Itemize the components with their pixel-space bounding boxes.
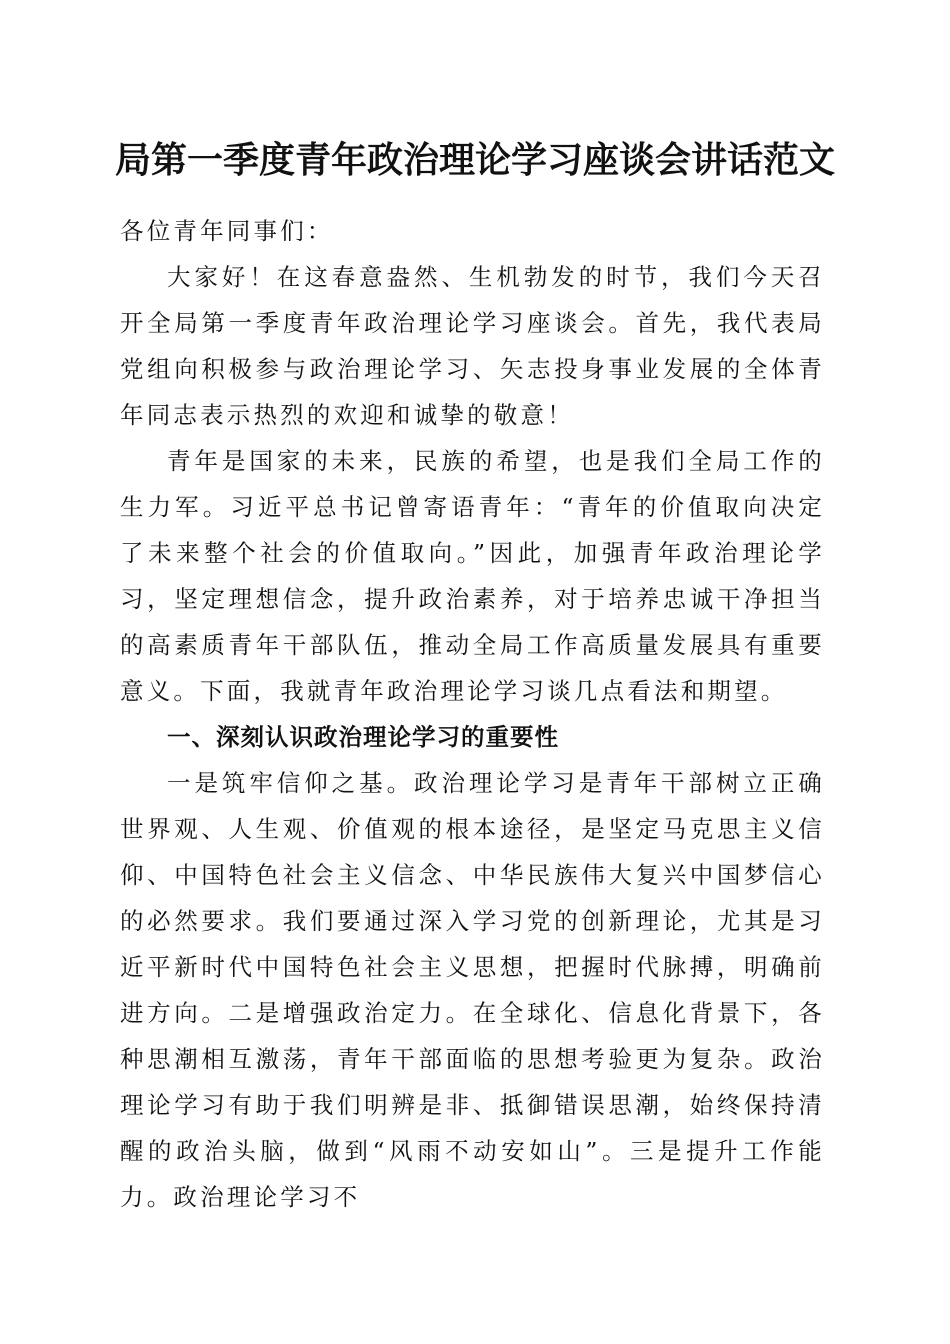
document-title: 局第一季度青年政治理论学习座谈会讲话范文 [114, 139, 835, 181]
paragraph-significance: 青年是国家的未来，民族的希望，也是我们全局工作的生力军。习近平总书记曾寄语青年：“青年的价值取向决定了未来整个社会的价值取向。”因此，加强青年政治理论学习，坚定理想信念，提升政治素养，对于培养忠诚干净担当的高素质青年干部队伍，推动全局工作高质量发展具有重要意义。下面，我就青年政治理论学习谈几点看法和期望。 [120, 447, 825, 705]
document-body [120, 208, 825, 1220]
paragraph-section-one: 一是筑牢信仰之基。政治理论学习是青年干部树立正确世界观、人生观、价值观的根本途径，是坚定马克思主义信仰、中国特色社会主义信念、中华民族伟大复兴中国梦信心的必然要求。我们要通过深入学习党的创新理论，尤其是习近平新时代中国特色社会主义思想，把握时代脉搏，明确前进方向。二是增强政治定力。在全球化、信息化背景下，各种思潮相互激荡，青年干部面临的思想考验更为复杂。政治理论学习有助于我们明辨是非、抵御错误思潮，始终保持清醒的政治头脑，做到“风雨不动安如山”。三是提升工作能力。政治理论学习不 [120, 769, 825, 1211]
section-heading: 一、深刻认识政治理论学习的重要性 [167, 723, 559, 751]
paragraph-opening: 大家好！在这春意盎然、生机勃发的时节，我们今天召开全局第一季度青年政治理论学习座谈会。首先，我代表局党组向积极参与政治理论学习、矢志投身事业发展的全体青年同志表示热烈的欢迎和诚挚的敬意！ [120, 263, 825, 429]
salutation: 各位青年同事们： [120, 217, 334, 245]
